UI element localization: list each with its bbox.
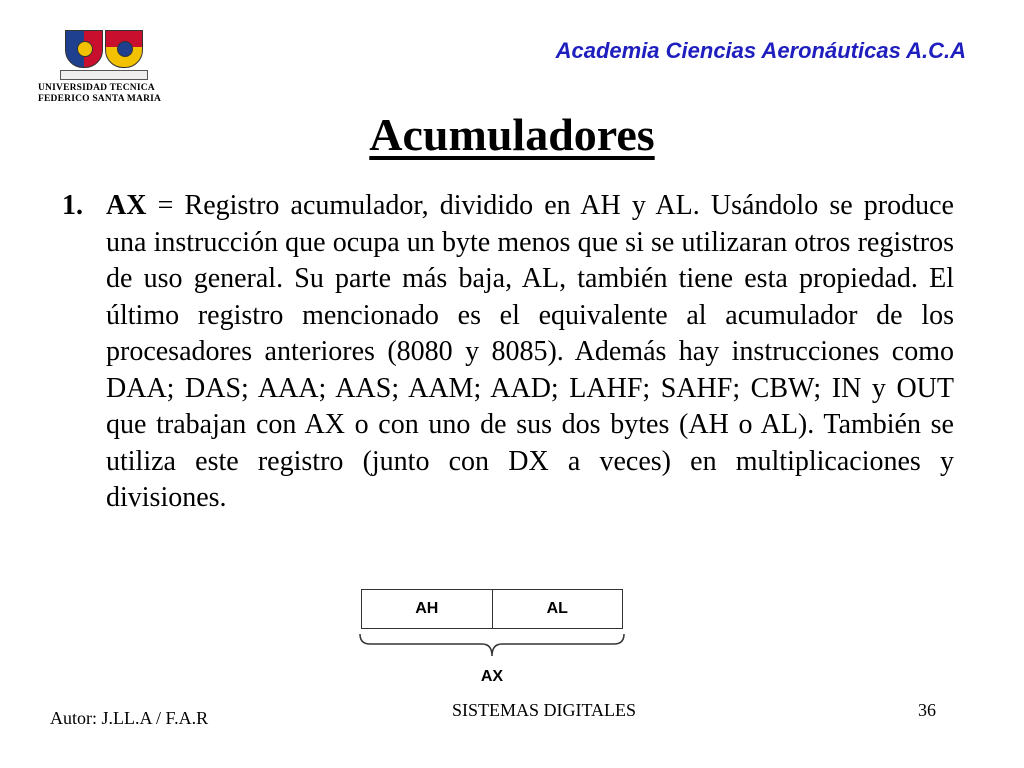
university-logo	[38, 30, 190, 105]
crest-shield-left	[65, 30, 103, 68]
item-text: = Registro acumulador, dividido en AH y AL. Usándolo se produce una instrucción que ocupa un byte menos que si se utilizaran otros registros de uso general. Su parte más baja, AL, también tiene esta propiedad. El último registro mencionado es el equivalente al acumulador de los procesadores anteriores (8080 y 8085). Además hay instrucciones como DAA; DAS; AAA; AAS; AAM; AAD; LAHF; SAHF; CBW; IN y OUT que trabajan con AX o con uno de sus dos bytes (AH o AL). También se utiliza este registro (junto con DX a veces) en multiplicaciones y divisiones.	[106, 190, 954, 513]
footer-course: SISTEMAS DIGITALES	[452, 700, 637, 720]
academy-header: Academia Ciencias Aeronáuticas A.C.A	[555, 38, 966, 63]
footer-page-number: 36	[918, 700, 936, 720]
slide-title	[0, 108, 1024, 161]
item-paragraph	[106, 188, 954, 517]
register-diagram	[361, 589, 623, 629]
crest-ribbon	[60, 70, 148, 80]
university-name-line2: FEDERICO SANTA MARIA	[38, 94, 162, 104]
item-term: AX	[106, 190, 147, 221]
register-name: AX	[480, 668, 504, 685]
crest-shield-right	[105, 30, 143, 68]
register-high-byte: AH	[362, 590, 493, 628]
university-crest-icon	[44, 30, 164, 68]
footer-author: Autor: J.LL.A / F.A.R	[50, 708, 209, 728]
register-brace	[358, 632, 626, 662]
slide-title-text: Acumuladores	[369, 109, 655, 160]
university-name	[38, 83, 190, 105]
item-number: 1.	[62, 190, 83, 221]
register-low-byte: AL	[546, 600, 568, 617]
university-name-line1: UNIVERSIDAD TECNICA	[38, 83, 155, 93]
